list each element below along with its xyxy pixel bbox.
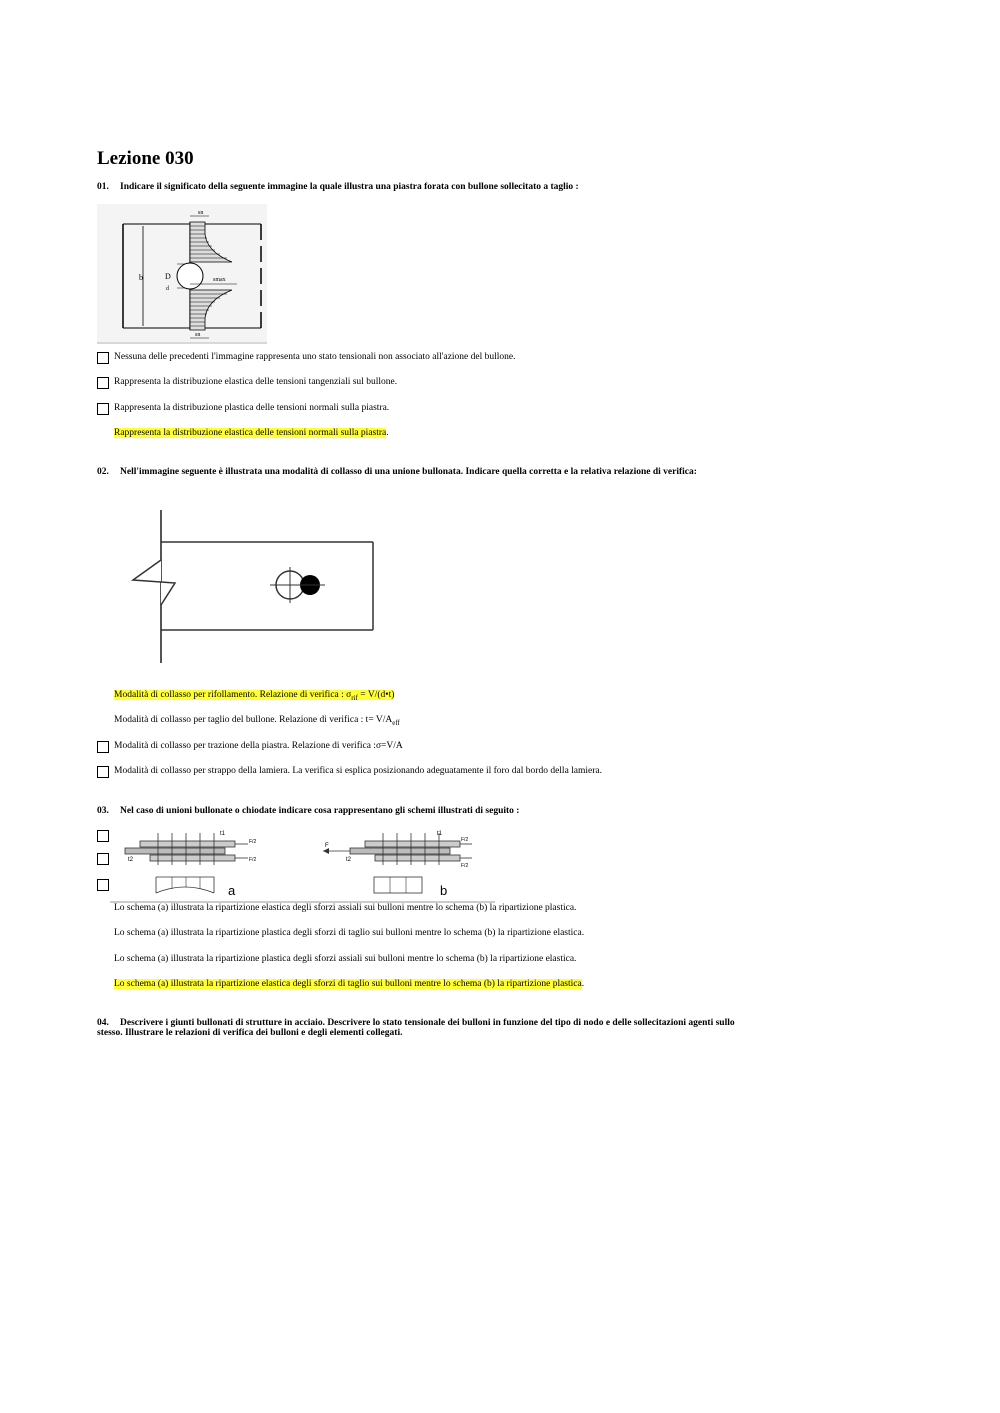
page-title: Lezione 030 bbox=[97, 148, 194, 169]
answer-suffix: . bbox=[386, 428, 389, 438]
answer-option: Modalità di collasso per trazione della piastra. Relazione di verifica :σ=V/A bbox=[114, 741, 403, 751]
answer-option: Lo schema (a) illustrata la ripartizione plastica degli sforzi di taglio sui bulloni mentre lo schema (b) la ripartizione elastica. bbox=[114, 928, 585, 938]
svg-text:t2: t2 bbox=[346, 857, 352, 863]
figure-label-d0: d bbox=[166, 286, 169, 292]
question-number: 03. bbox=[97, 806, 109, 816]
answer-option: Nessuna delle precedenti l'immagine rappresenta uno stato tensionali non associato all'azione del bullone. bbox=[114, 352, 516, 362]
bolt-collapse-figure bbox=[125, 505, 380, 670]
answer-option: Rappresenta la distribuzione elastica delle tensioni tangenziali sul bullone. bbox=[114, 377, 398, 387]
question-text: Indicare il significato della seguente immagine la quale illustra una piastra forata con bullone sollecitato a taglio : bbox=[120, 182, 579, 192]
svg-text:F/2: F/2 bbox=[249, 857, 257, 863]
figure-label-D: D bbox=[165, 272, 171, 281]
svg-text:F/2: F/2 bbox=[249, 839, 257, 845]
correct-answer-option bbox=[114, 979, 584, 989]
answer-checkbox[interactable] bbox=[97, 352, 109, 364]
bolt-distribution-figure bbox=[110, 825, 495, 903]
question-03 bbox=[97, 806, 519, 816]
question-text: Nell'immagine seguente è illustrata una modalità di collasso di una unione bullonata. Indicare quella corretta e la relativa relazione di verifica: bbox=[120, 467, 697, 477]
answer-option: Lo schema (a) illustrata la ripartizione plastica degli sforzi assiali sui bulloni mentre lo schema (b) la ripartizione elastica. bbox=[114, 954, 577, 964]
correct-answer-option bbox=[114, 690, 394, 702]
highlighted-answer: Modalità di collasso per rifollamento. Relazione di verifica : $\sigma_{rif}$ = V/(d•t) bbox=[114, 690, 395, 702]
svg-text:F/2: F/2 bbox=[461, 863, 469, 869]
question-01 bbox=[97, 182, 579, 192]
question-04 bbox=[97, 1018, 897, 1038]
question-number: 02. bbox=[97, 467, 109, 477]
svg-text:t1: t1 bbox=[437, 831, 443, 837]
answer-checkbox[interactable] bbox=[97, 853, 109, 865]
answer-checkbox[interactable] bbox=[97, 879, 109, 891]
question-text-continued: stesso. Illustrare le relazioni di verifica dei bulloni e degli elementi collegati. bbox=[97, 1028, 403, 1038]
answer-option: Rappresenta la distribuzione plastica delle tensioni normali sulla piastra. bbox=[114, 403, 390, 413]
question-number: 04. bbox=[97, 1018, 109, 1028]
svg-text:F: F bbox=[325, 843, 329, 849]
figure-label-sn-bottom: sn bbox=[195, 332, 201, 338]
figure-label-sn-top: sn bbox=[198, 210, 204, 216]
question-text: Nel caso di unioni bullonate o chiodate indicare cosa rappresentano gli schemi illustrati di seguito : bbox=[120, 806, 520, 816]
answer-suffix: . bbox=[581, 979, 585, 989]
answer-checkbox[interactable] bbox=[97, 766, 109, 778]
answer-option: Modalità di collasso per strappo della lamiera. La verifica si esplica posizionando adeguatamente il foro dal bordo della lamiera. bbox=[114, 766, 603, 776]
answer-checkbox[interactable] bbox=[97, 830, 109, 842]
svg-text:t2: t2 bbox=[128, 857, 134, 863]
schema-b bbox=[323, 831, 472, 898]
figure-label-b: b bbox=[139, 273, 143, 282]
plate-stress-figure bbox=[97, 204, 267, 344]
answer-checkbox[interactable] bbox=[97, 741, 109, 753]
schema-label-a: a bbox=[228, 883, 236, 898]
correct-answer-option bbox=[114, 428, 389, 438]
question-number: 01. bbox=[97, 182, 109, 192]
schema-label-b: b bbox=[440, 883, 448, 898]
answer-checkbox[interactable] bbox=[97, 403, 109, 415]
question-text: Descrivere i giunti bullonati di strutture in acciaio. Descrivere lo stato tensionale dei bulloni in funzione del tipo di nodo e delle sollecitazioni agenti sullo bbox=[120, 1018, 735, 1028]
answer-checkbox[interactable] bbox=[97, 377, 109, 389]
question-02 bbox=[97, 467, 697, 477]
highlighted-answer: Rappresenta la distribuzione elastica delle tensioni normali sulla piastra bbox=[114, 428, 387, 438]
schema-a bbox=[125, 831, 256, 898]
svg-text:t1: t1 bbox=[220, 831, 226, 837]
answer-option: Lo schema (a) illustrata la ripartizione elastica degli sforzi assiali sui bulloni mentre lo schema (b) la ripartizione plastica. bbox=[114, 903, 577, 913]
svg-text:F/2: F/2 bbox=[461, 837, 469, 843]
answer-option: Modalità di collasso per taglio del bullone. Relazione di verifica : $t= V/A_{eff}$ bbox=[114, 715, 400, 727]
highlighted-answer: Lo schema (a) illustrata la ripartizione elastica degli sforzi di taglio sui bulloni mentre lo schema (b) la ripartizione plastica bbox=[114, 979, 582, 989]
figure-label-smax: smax bbox=[213, 277, 226, 283]
